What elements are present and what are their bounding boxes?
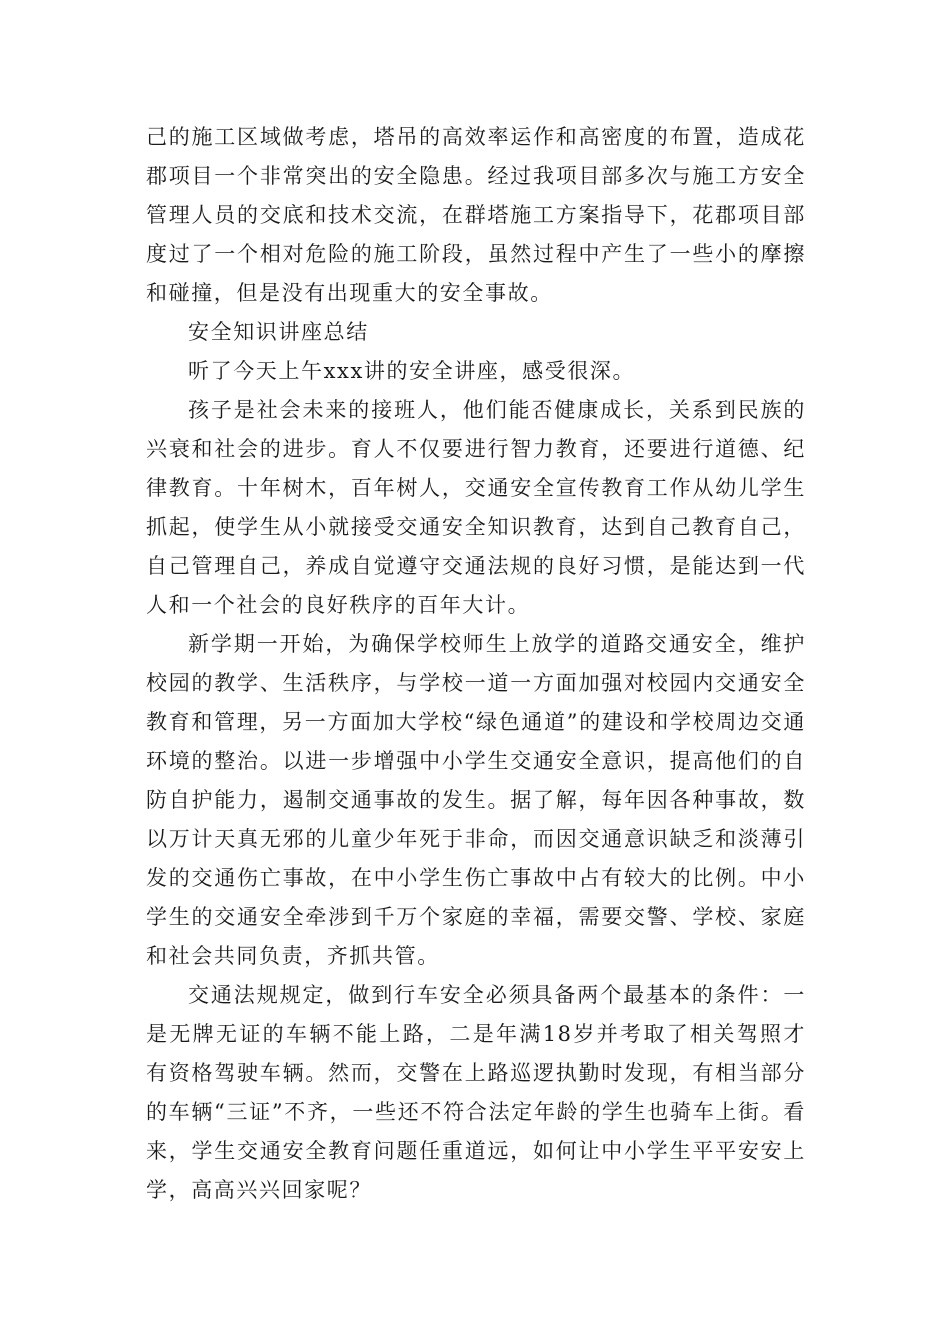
paragraph-traffic-rules: 交通法规规定，做到行车安全必须具备两个最基本的条件：一是无牌无证的车辆不能上路，二是年满18岁并考取了相关驾照才有资格驾驶车辆。然而，交警在上路巡逻执勤时发现，有相当部分的车辆“三证”不齐，一些还不符合法定年龄的学生也骑车上街。看来，学生交通安全教育问题任重道远，如何让中小学生平平安安上学，高高兴兴回家呢？	[146, 983, 806, 1202]
document-page	[146, 118, 806, 1210]
paragraph-intro: 听了今天上午xxx讲的安全讲座，感受很深。	[188, 359, 636, 383]
paragraph-new-semester: 新学期一开始，为确保学校师生上放学的道路交通安全，维护校园的教学、生活秩序，与学校一道一方面加强对校园内交通安全教育和管理，另一方面加大学校“绿色通道”的建设和学校周边交通环境的整治。以进一步增强中小学生交通安全意识，提高他们的自防自护能力，遏制交通事故的发生。据了解，每年因各种事故，数以万计天真无邪的儿童少年死于非命，而因交通意识缺乏和淡薄引发的交通伤亡事故，在中小学生伤亡事故中占有较大的比例。中小学生的交通安全牵涉到千万个家庭的幸福，需要交警、学校、家庭和社会共同负责，齐抓共管。	[146, 632, 806, 968]
section-heading: 安全知识讲座总结	[188, 320, 369, 344]
paragraph-continued: 己的施工区域做考虑，塔吊的高效率运作和高密度的布置，造成花郡项目一个非常突出的安全隐患。经过我项目部多次与施工方安全管理人员的交底和技术交流，在群塔施工方案指导下，花郡项目部度过了一个相对危险的施工阶段，虽然过程中产生了一些小的摩擦和碰撞，但是没有出现重大的安全事故。	[146, 125, 806, 305]
paragraph-children: 孩子是社会未来的接班人，他们能否健康成长，关系到民族的兴衰和社会的进步。育人不仅要进行智力教育，还要进行道德、纪律教育。十年树木，百年树人，交通安全宣传教育工作从幼儿学生抓起，使学生从小就接受交通安全知识教育，达到自己教育自己，自己管理自己，养成自觉遵守交通法规的良好习惯，是能达到一代人和一个社会的良好秩序的百年大计。	[146, 398, 806, 617]
